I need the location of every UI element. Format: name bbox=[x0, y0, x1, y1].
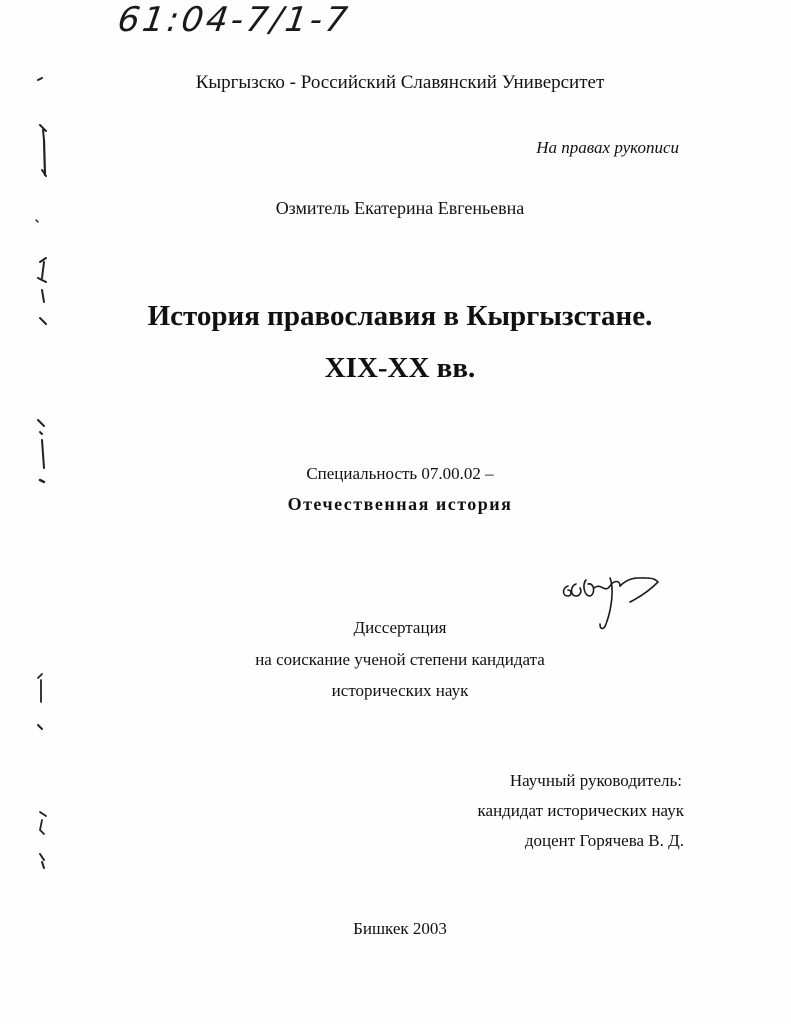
archive-number: 61:04-7/1-7 bbox=[115, 0, 353, 40]
university-name: Кыргызско - Российский Славянский Университет bbox=[195, 72, 605, 93]
author-name: Озмитель Екатерина Евгеньевна bbox=[275, 198, 525, 218]
dissertation-degree: на соискание ученой степени кандидата bbox=[255, 650, 545, 669]
city-year: Бишкек 2003 bbox=[353, 919, 447, 938]
manuscript-rights-note: На правах рукописи bbox=[536, 138, 679, 157]
supervisor-name: доцент Горячева В. Д. bbox=[524, 831, 684, 850]
supervisor-degree: кандидат исторических наук bbox=[477, 801, 684, 820]
supervisor-label: Научный руководитель: bbox=[509, 771, 682, 790]
thesis-title-period: XIX-XX вв. bbox=[324, 352, 476, 384]
thesis-title: История православия в Кыргызстане. bbox=[147, 300, 653, 332]
specialty-code: Специальность 07.00.02 – bbox=[306, 464, 494, 483]
dissertation-type: Диссертация bbox=[353, 618, 447, 637]
specialty-name: Отечественная история bbox=[287, 494, 513, 514]
dissertation-field: исторических наук bbox=[331, 681, 469, 700]
